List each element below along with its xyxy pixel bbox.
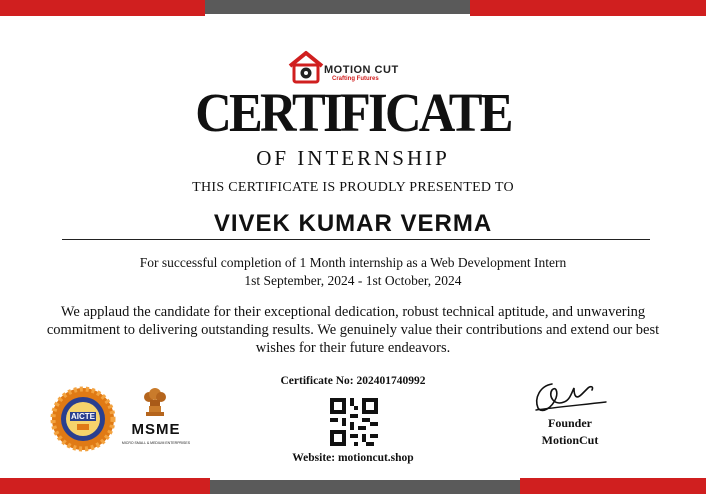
logo-tagline: Crafting Futures	[332, 76, 379, 82]
certificate-subtitle: OF INTERNSHIP	[256, 146, 450, 170]
top-border-red-right	[470, 0, 706, 16]
presented-to-text: THIS CERTIFICATE IS PROUDLY PRESENTED TO	[192, 180, 514, 195]
appreciation-line-2: commitment to delivering outstanding results. We genuinely value their contributions and extend our best	[46, 322, 660, 338]
msme-subtext: MICRO SMALL & MEDIUM ENTERPRISES	[121, 441, 191, 445]
motioncut-logo	[288, 50, 418, 84]
website-text: Website: motioncut.shop	[292, 452, 414, 464]
signatory-role: Founder	[547, 416, 592, 430]
aicte-label: AICTE	[71, 412, 95, 421]
top-border-red-left	[0, 0, 205, 16]
date-range: 1st September, 2024 - 1st October, 2024	[244, 273, 462, 288]
national-emblem-icon	[140, 384, 170, 420]
bottom-border-red-left	[0, 478, 210, 494]
bottom-border-red-right	[520, 478, 706, 494]
motioncut-logo-icon	[288, 50, 324, 84]
certificate-number: Certificate No: 202401740992	[280, 375, 426, 387]
msme-logo-text: MSME	[131, 421, 181, 438]
recipient-name: VIVEK KUMAR VERMA	[213, 210, 493, 237]
aicte-seal-icon	[50, 386, 116, 452]
qr-code-icon	[330, 398, 378, 446]
name-underline	[62, 239, 650, 240]
completion-line: For successful completion of 1 Month internship as a Web Development Intern	[139, 255, 567, 270]
signatory-org: MotionCut	[541, 433, 599, 447]
logo-brand-text: MOTION CUT	[324, 64, 399, 76]
appreciation-line-1: We applaud the candidate for their exceptional dedication, robust technical aptitude, and unwavering	[60, 304, 646, 320]
appreciation-line-3: wishes for their future endeavors.	[255, 340, 451, 356]
founder-signature-icon	[530, 378, 610, 418]
certificate-title: CERTIFICATE	[195, 82, 511, 143]
